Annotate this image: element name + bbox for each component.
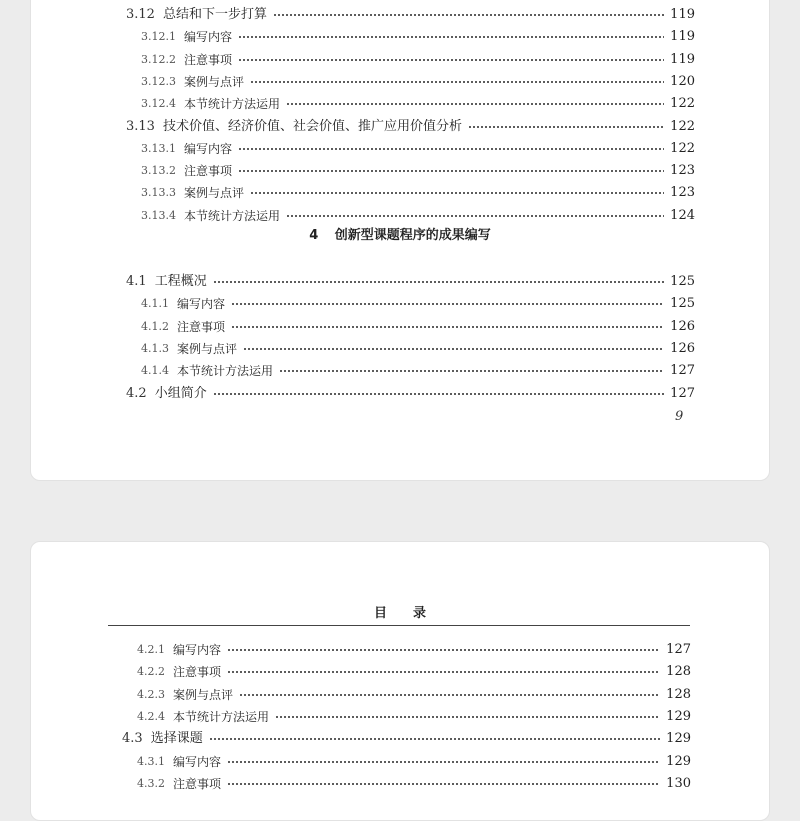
dot-leader: [238, 148, 664, 150]
document-page-lower: [30, 541, 770, 821]
toc-entry-page: 129: [666, 731, 691, 747]
dot-leader: [227, 671, 660, 673]
toc-entry-page: 127: [670, 385, 695, 401]
dot-leader: [275, 716, 660, 718]
toc-entry-page: 129: [666, 753, 691, 769]
toc-entry-number: 3.12.2: [141, 52, 176, 66]
page-number: 9: [675, 409, 684, 424]
toc-entry[interactable]: [137, 752, 691, 772]
toc-entry-title: 注意事项: [184, 52, 233, 67]
toc-entry-title: 编写内容: [173, 754, 222, 769]
toc-entry[interactable]: [141, 161, 695, 181]
toc-entry[interactable]: [141, 339, 695, 359]
toc-entry-number: 3.12.3: [141, 74, 176, 88]
toc-entry-page: 130: [666, 775, 691, 791]
toc-entry-number: 3.13.1: [141, 141, 176, 155]
toc-entry-title: 本节统计方法运用: [177, 364, 274, 379]
toc-entry-number: 4.1.2: [141, 319, 169, 333]
toc-entry-number: 4.1.3: [141, 341, 169, 355]
toc-entry-title: 编写内容: [184, 30, 233, 45]
dot-leader: [231, 303, 664, 305]
toc-entry[interactable]: [141, 50, 695, 70]
toc-entry-page: 126: [670, 340, 695, 356]
document-page-upper: [30, 0, 770, 481]
toc-entry-number: 4.1.4: [141, 364, 169, 378]
dot-leader: [209, 738, 660, 740]
toc-entry-title: 本节统计方法运用: [173, 709, 270, 724]
toc-entry-page: 122: [670, 118, 695, 134]
toc-entry-number: 4.2: [126, 385, 147, 401]
chapter-heading: [31, 224, 769, 243]
dot-leader: [227, 761, 660, 763]
toc-entry[interactable]: [141, 294, 695, 314]
toc-entry-title: 案例与点评: [177, 341, 238, 356]
toc-entry-title: 注意事项: [173, 665, 222, 680]
dot-leader: [231, 326, 664, 328]
dot-leader: [250, 81, 664, 83]
toc-entry-page: 129: [666, 708, 691, 724]
toc-entry[interactable]: [126, 272, 695, 292]
dot-leader: [243, 348, 664, 350]
toc-entry-page: 124: [670, 207, 695, 223]
toc-entry-title: 编写内容: [173, 643, 222, 657]
toc-entry-title: 注意事项: [177, 319, 226, 334]
toc-entry[interactable]: [141, 206, 695, 226]
toc-entry-page: 119: [670, 29, 695, 45]
toc-entry-title: 工程概况: [154, 274, 207, 289]
toc-entry[interactable]: [141, 72, 695, 92]
chapter-number: 4: [309, 228, 319, 243]
toc-entry-number: 4.2.3: [137, 687, 165, 701]
toc-entry-number: 3.12.1: [141, 30, 176, 44]
toc-entry-title: 案例与点评: [173, 687, 234, 702]
chapter-title: 创新型课题程序的成果编写: [334, 228, 491, 243]
dot-leader: [238, 59, 664, 61]
toc-entry[interactable]: [141, 361, 695, 381]
page-header-title: 目录: [373, 606, 452, 621]
toc-entry-number: 3.12.4: [141, 97, 176, 111]
dot-leader: [227, 783, 660, 785]
toc-entry-number: 4.3.1: [137, 754, 165, 768]
toc-entry-page: 119: [670, 51, 695, 67]
toc-entry-number: 3.12: [126, 7, 155, 22]
toc-entry-title: 注意事项: [184, 164, 233, 179]
toc-entry[interactable]: [137, 685, 691, 705]
toc-entry-page: 120: [670, 73, 695, 89]
toc-entry-title: 案例与点评: [184, 186, 245, 201]
toc-entry-title: 本节统计方法运用: [184, 208, 281, 223]
toc-entry[interactable]: [126, 117, 695, 137]
toc-entry-number: 4.2.1: [137, 643, 165, 656]
dot-leader: [238, 36, 664, 38]
dot-leader: [213, 281, 664, 283]
toc-entry-page: 128: [666, 664, 691, 680]
dot-leader: [286, 215, 664, 217]
toc-entry-number: 4.2.4: [137, 709, 165, 723]
toc-entry[interactable]: [141, 94, 695, 114]
toc-entry-title: 技术价值、经济价值、社会价值、推广应用价值分析: [162, 118, 462, 134]
dot-leader: [273, 14, 664, 16]
toc-entry-page: 125: [670, 274, 695, 289]
toc-entry[interactable]: [137, 662, 691, 682]
toc-entry-page: 119: [670, 7, 695, 22]
toc-entry-title: 选择课题: [150, 731, 203, 747]
toc-entry-title: 注意事项: [173, 776, 222, 791]
toc-entry-title: 小组简介: [154, 385, 207, 401]
toc-entry[interactable]: [141, 139, 695, 159]
toc-entry-number: 4.3: [122, 731, 143, 747]
toc-entry[interactable]: [141, 27, 695, 47]
toc-entry-page: 127: [670, 363, 695, 379]
toc-entry-page: 125: [670, 296, 695, 312]
toc-entry[interactable]: [122, 729, 691, 749]
toc-entry[interactable]: [137, 707, 691, 727]
toc-entry-number: 4.3.2: [137, 776, 165, 790]
header-divider: [108, 625, 690, 626]
toc-entry-page: 123: [670, 163, 695, 179]
dot-leader: [213, 393, 664, 395]
toc-entry[interactable]: [141, 183, 695, 203]
toc-entry-title: 本节统计方法运用: [184, 97, 281, 112]
dot-leader: [468, 126, 664, 128]
toc-entry-title: 案例与点评: [184, 74, 245, 89]
toc-entry-number: 3.13.4: [141, 208, 176, 222]
toc-entry-page: 126: [670, 318, 695, 334]
toc-entry-title: 编写内容: [184, 141, 233, 156]
toc-entry-page: 122: [670, 140, 695, 156]
toc-entry[interactable]: [137, 774, 691, 794]
toc-entry[interactable]: [137, 640, 691, 660]
toc-entry[interactable]: [141, 317, 695, 337]
toc-entry-title: 编写内容: [177, 297, 226, 312]
dot-leader: [279, 370, 664, 372]
dot-leader: [239, 694, 660, 696]
toc-entry-number: 3.13.3: [141, 186, 176, 200]
toc-entry-page: 127: [666, 642, 691, 657]
toc-entry-number: 4.2.2: [137, 665, 165, 679]
dot-leader: [238, 170, 664, 172]
toc-entry-number: 4.1: [126, 274, 147, 289]
dot-leader: [227, 649, 660, 651]
toc-entry-number: 3.13.2: [141, 164, 176, 178]
dot-leader: [250, 192, 664, 194]
toc-entry-page: 128: [666, 686, 691, 702]
toc-entry[interactable]: [126, 5, 695, 25]
toc-entry-title: 总结和下一步打算: [162, 7, 267, 22]
toc-entry-page: 123: [670, 185, 695, 201]
toc-entry-page: 122: [670, 96, 695, 112]
toc-entry-number: 4.1.1: [141, 297, 169, 311]
dot-leader: [286, 103, 664, 105]
toc-entry-number: 3.13: [126, 118, 155, 134]
toc-entry[interactable]: [126, 384, 695, 404]
